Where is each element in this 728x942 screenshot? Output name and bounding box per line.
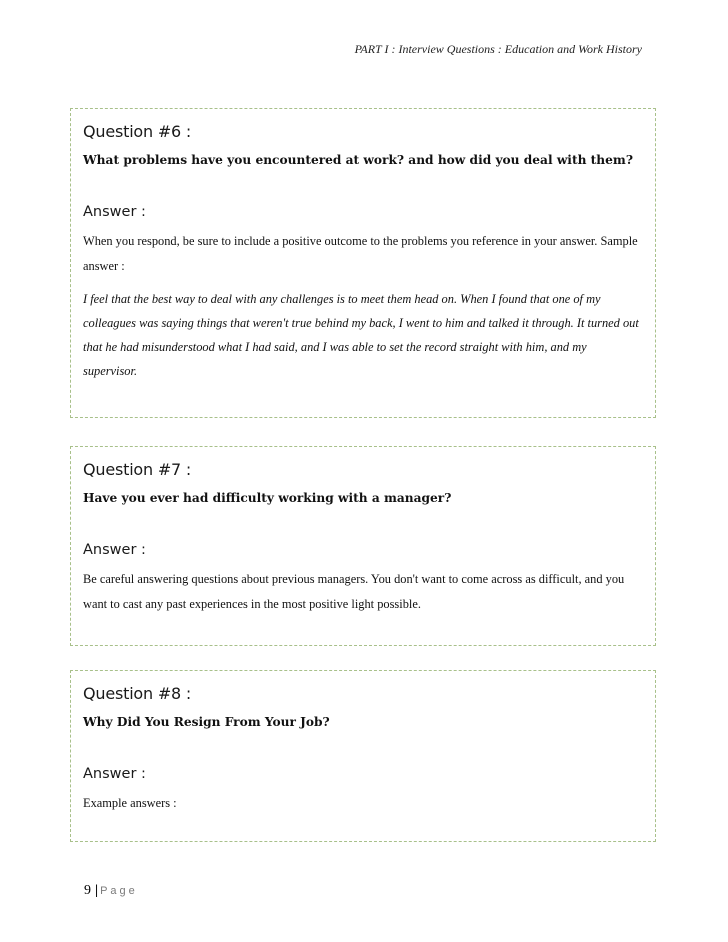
answer-label: Answer : [83, 766, 146, 782]
page-label: Page [100, 885, 138, 897]
sample-answer: I feel that the best way to deal with any challenges is to meet them head on. When I found that one of my colleagues was saying things that weren't true behind my back, I went to him and talked it through. It turned out that he had misunderstood what I had said, and I was able to set the record straight with him, and my supervisor. [83, 292, 639, 378]
answer-label: Answer : [83, 542, 146, 558]
page-footer [84, 883, 138, 899]
answer-paragraph: Be careful answering questions about previous managers. You don't want to come across as difficult, and you want to cast any past experiences in the most positive light possible. [83, 572, 625, 611]
question-title: Question #6 : [83, 122, 192, 141]
question-title: Question #8 : [83, 684, 192, 703]
running-header: PART I : Interview Questions : Education and Work History [354, 42, 642, 56]
question-title: Question #7 : [83, 460, 192, 479]
question-text: Why Did You Resign From Your Job? [83, 715, 330, 729]
question-box-6 [70, 108, 656, 418]
answer-paragraph: Example answers : [83, 796, 177, 810]
footer-separator: | [95, 883, 99, 898]
question-text: Have you ever had difficulty working with a manager? [83, 491, 452, 505]
question-box-7 [70, 446, 656, 646]
answer-paragraph: When you respond, be sure to include a positive outcome to the problems you reference in your answer. Sample answer : [83, 234, 638, 273]
question-text: What problems have you encountered at work? and how did you deal with them? [83, 153, 633, 167]
question-box-8 [70, 670, 656, 842]
page-number: 9 [84, 883, 91, 898]
answer-label: Answer : [83, 204, 146, 220]
